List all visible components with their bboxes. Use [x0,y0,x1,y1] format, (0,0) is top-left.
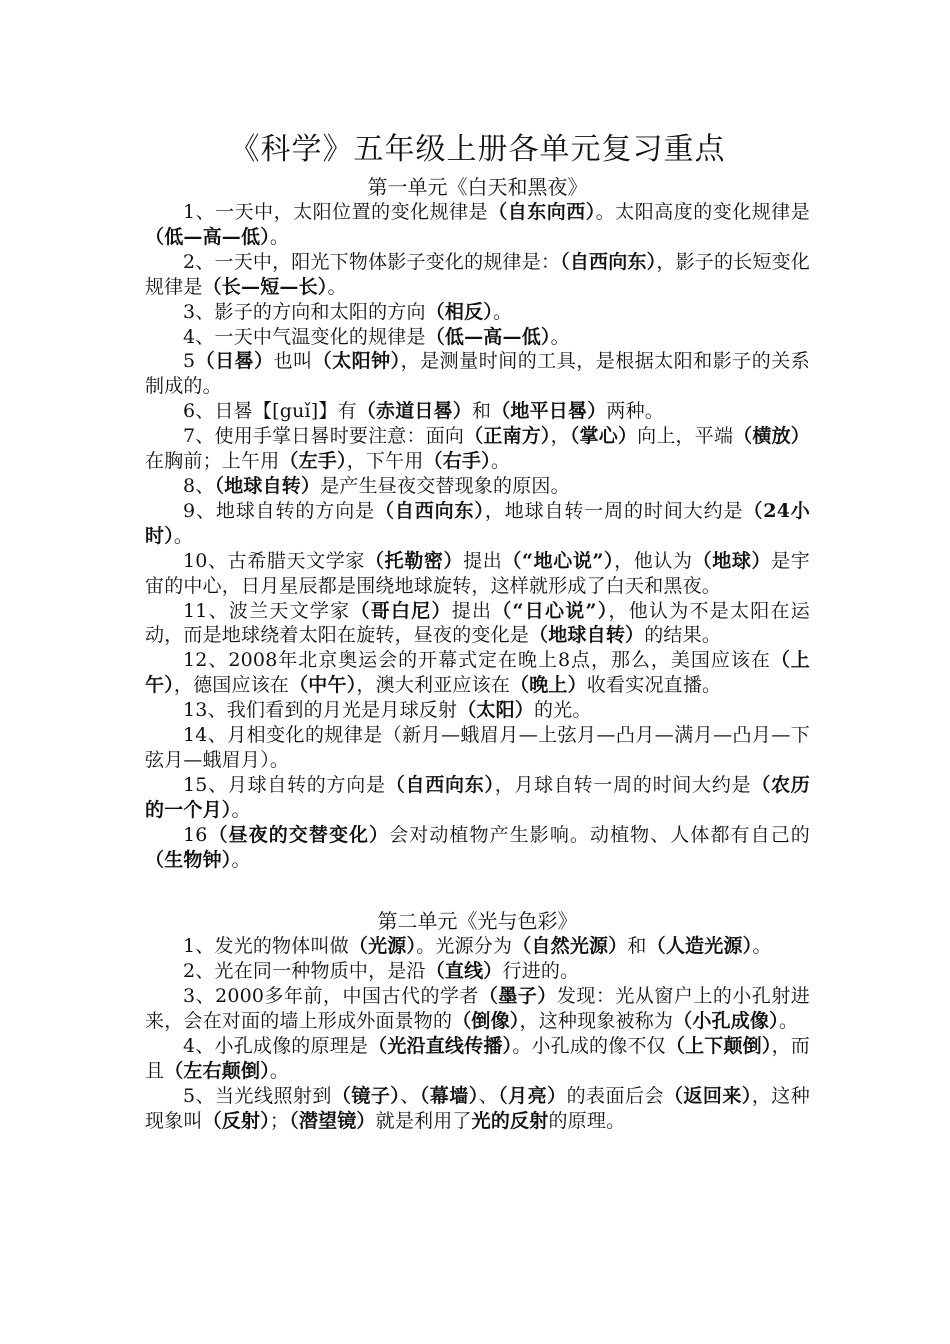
item-text: 9、地球自转的方向是 [183,499,375,522]
item-text: 会对动植物产生影响。动植物、人体都有自己的 [389,823,810,846]
item-text: ，这种现象叫 [145,1084,810,1132]
review-item [145,984,810,1034]
key-answer: （小孔成像） [673,1010,779,1033]
key-answer: （地球自转） [529,624,645,647]
review-item [145,698,810,723]
item-text: 4、小孔成像的原理是 [183,1035,369,1058]
item-text: 12、2008年北京奥运会的开幕式定在晚上8点，那么，美国应该在 [183,649,771,672]
review-item [145,549,810,599]
item-text: 13、我们看到的月光是月球反射 [183,699,458,722]
item-text: 8、 [183,474,215,497]
key-answer: （墨子） [478,985,557,1008]
key-answer: （地球） [692,549,772,572]
item-text: 提出 [463,549,503,572]
key-answer: （掌心） [569,425,638,448]
key-answer: （镜子） [331,1084,401,1107]
item-text: 的原理。 [548,1109,626,1132]
key-answer: （上午） [145,649,810,697]
review-item [145,300,810,325]
item-text: 和 [472,400,492,423]
key-answer: （自西向东） [560,250,657,273]
document-page [145,130,810,1134]
review-item [145,823,810,873]
item-text: ； [269,1109,290,1132]
key-answer: （托勒密） [365,549,464,572]
review-item [145,599,810,649]
item-text: ，月球自转一周的时间大约是 [494,773,752,796]
item-text: ，影子的长短变化规律是 [145,250,810,298]
key-answer: （人造光源） [646,935,753,958]
key-answer: （生物钟） [145,848,232,871]
review-item [145,1084,810,1134]
review-item [145,399,810,424]
item-text: 是产生昼夜交替现象的原因。 [320,474,570,497]
item-text: 6、日晷【[guǐ]】有 [183,400,357,423]
review-item [145,723,810,773]
item-text: 2、一天中，阳光下物体影子变化的规律是： [183,250,561,273]
key-answer: （长—短—长） [202,275,328,298]
key-answer: （正南方） [464,425,551,448]
review-item [145,773,810,823]
key-answer: （太阳） [457,699,534,722]
item-text: 的表面后会 [566,1084,664,1107]
item-text: 。 [231,798,251,821]
item-text: 。 [550,325,570,348]
item-text: 。光源分为 [416,935,513,958]
item-text: ， [550,425,570,448]
key-answer: （晚上） [510,674,587,697]
item-text: ，是测量时间的工具，是根据太阳和影子的关系制成的。 [145,350,810,398]
key-answer: （潜望镜） [289,1109,376,1132]
item-text: ，德国应该在 [173,674,290,697]
unit-2-items [145,934,810,1133]
item-text: 。 [269,1060,290,1082]
item-text: 3、影子的方向和太阳的方向 [183,300,426,323]
document-title: 《科学》五年级上册各单元复习重点 [229,132,726,167]
item-text: 的光。 [534,699,592,722]
item-text: ，而且 [145,1035,810,1082]
item-text: 2、光在同一种物质中，是沿 [183,960,426,983]
key-answer: （相反） [425,300,494,323]
item-text: 4、一天中气温变化的规律是 [183,325,426,348]
review-item [145,474,810,499]
key-answer: （倒像） [452,1010,520,1033]
item-text: ，他认为不是太阳在运动，而是地球绕着太阳在旋转，昼夜的变化是 [145,599,810,647]
unit-1-title: 第一单元《白天和黑夜》 [367,175,588,199]
review-item [145,959,810,984]
item-text: 、 [400,1084,420,1107]
item-text: 。 [752,935,772,958]
key-answer: （月亮） [498,1084,567,1107]
review-item [145,648,810,698]
key-answer: （幕墙） [419,1084,479,1107]
key-answer: （地球自转） [214,474,321,497]
review-item [145,250,810,300]
key-answer: （光源） [348,935,417,958]
item-text: 。 [173,524,194,547]
key-answer: （自然光源） [512,935,628,958]
item-text: 1、一天中，太阳位置的变化规律是 [183,201,489,223]
key-answer: （昼夜的交替变化） [207,823,390,846]
item-text: 16 [183,823,208,846]
unit-1-items [145,200,810,872]
item-text: 也叫 [273,350,313,373]
item-text: 就是利用了 [375,1109,472,1132]
item-text: 。 [269,225,290,248]
item-text: 提出 [451,599,493,622]
key-answer: （“地心说”） [502,549,615,572]
item-text: 和 [627,935,647,958]
key-answer: （中午） [289,674,357,697]
item-text: 5 [183,350,196,373]
review-item [145,200,810,250]
item-text: ，他认为 [614,549,693,572]
key-answer: 光的反射 [471,1109,549,1132]
review-item [145,1034,810,1084]
review-item [145,325,810,350]
item-text: 是宇宙的中心，日月星辰都是围绕地球旋转，这样就形成了白天和黑夜。 [145,549,810,597]
item-text: 。小孔成的像不仅 [512,1035,666,1058]
item-text: 向上，平端 [637,425,734,448]
item-text: 1、发光的物体叫做 [183,935,349,958]
key-answer: （24小时） [145,499,811,547]
item-text: 。 [778,1010,799,1033]
item-text: 收看实况直播。 [586,674,722,697]
key-answer: （“日心说”） [492,599,609,622]
key-answer: （横放） [733,425,810,448]
item-text: 11、波兰天文学家 [183,599,351,622]
key-answer: （光沿直线传播） [368,1035,513,1058]
item-text: 。 [327,275,347,298]
key-answer: （左手） [279,450,347,473]
review-item [145,424,810,474]
item-text: 的结果。 [644,624,722,647]
item-text: 14、月相变化的规律是（新月—蛾眉月—上弦月—凸月—满月—凸月—下弦月—蛾眉月）。 [145,724,810,771]
item-text: 。 [231,848,251,871]
key-answer: （低—高—低） [145,225,270,248]
item-text: 15、月球自转的方向是 [183,773,386,796]
item-text: 。太阳高度的变化规律是 [595,201,811,223]
key-answer: （反射） [202,1109,270,1132]
key-answer: （哥白尼） [350,599,452,622]
key-answer: （自西向东） [385,773,495,796]
item-text: 。 [490,450,511,473]
item-text: ，这种现象被称为 [519,1010,674,1033]
key-answer: （自东向西） [488,201,596,223]
key-answer: （右手） [423,450,491,473]
item-text: 10、古希腊天文学家 [183,549,366,572]
review-item [145,349,810,399]
unit-2-title: 第二单元《光与色彩》 [377,909,578,934]
item-text: 发现：光从窗户上的小孔射进来，会在对面的墙上形成外面景物的 [145,985,810,1033]
item-text: 在胸前；上午用 [145,450,280,473]
key-answer: （日晷） [195,350,274,373]
key-answer: （赤道日晷） [356,400,472,423]
key-answer: （太阳钟） [312,350,401,373]
item-text: ，澳大利亚应该在 [356,674,511,697]
item-text: 两种。 [606,400,665,423]
key-answer: （低—高—低） [425,325,551,348]
item-text: ，下午用 [346,450,424,473]
item-text: 行进的。 [502,960,580,983]
key-answer: （农历的一个月） [145,773,810,821]
review-item [145,499,810,549]
item-text: 、 [478,1084,499,1107]
key-answer: （自西向东） [374,499,485,522]
review-item [145,934,810,959]
item-text: 。 [493,300,513,323]
key-answer: （地平日晷） [491,400,607,423]
item-text: 3、2000多年前，中国古代的学者 [183,985,479,1008]
key-answer: （直线） [425,960,503,983]
item-text: ，地球自转一周的时间大约是 [484,499,744,522]
key-answer: （左右颠倒） [164,1060,270,1082]
item-text: 7、使用手掌日晷时要注意：面向 [183,425,465,448]
key-answer: （上下颠倒） [665,1035,772,1058]
item-text: 5、当光线照射到 [183,1084,332,1107]
key-answer: （返回来） [663,1084,752,1107]
